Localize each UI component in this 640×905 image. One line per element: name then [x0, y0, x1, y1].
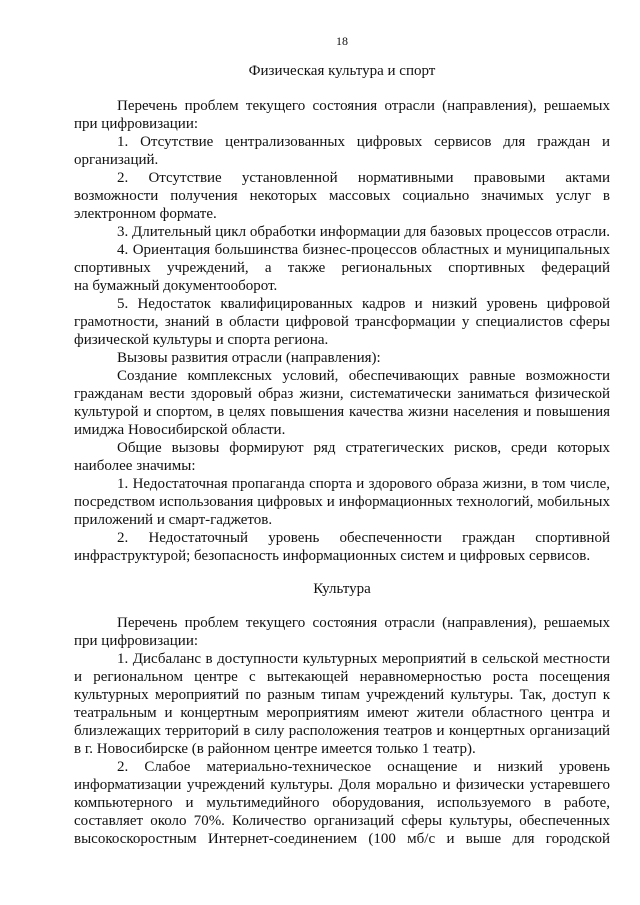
sport-line: организаций. [74, 152, 159, 168]
sport-line: 2. Отсутствие установленной нормативными правовыми актами [117, 170, 610, 186]
culture-line: при цифровизации: [74, 633, 199, 649]
culture-line: и региональном центре с вытекающей неравномерностью роста посещения [74, 669, 610, 685]
sport-line: грамотности, знаний в области цифровой трансформации у специалистов сферы [74, 314, 610, 330]
culture-line: составляет около 70%. Количество организаций сферы культуры, обеспеченных [74, 813, 610, 829]
sport-line: Вызовы развития отрасли (направления): [117, 350, 381, 366]
sport-line: 4. Ориентация большинства бизнес-процессов областных и муниципальных [117, 242, 610, 258]
culture-line: высокоскоростным Интернет-соединением (100 мб/с и выше для городской [74, 831, 610, 847]
sport-line: 2. Недостаточный уровень обеспеченности граждан спортивной [117, 530, 610, 546]
sport-line: спортивных учреждений, а также региональных спортивных федераций [74, 260, 610, 276]
culture-line: информатизации учреждений культуры. Доля морально и физически устаревшего [74, 777, 610, 793]
sport-line: возможности получения некоторых массовых социально значимых услуг в [74, 188, 610, 204]
sport-line: имиджа Новосибирской области. [74, 422, 286, 438]
sport-line: культурой и спортом, в целях повышения качества жизни населения и повышения [74, 404, 610, 420]
culture-line: культурных мероприятий по разным типам учреждений культуры. Так, доступ к [74, 687, 610, 703]
culture-line: Перечень проблем текущего состояния отрасли (направления), решаемых [117, 615, 610, 631]
sport-line: 3. Длительный цикл обработки информации для базовых процессов отрасли. [117, 224, 610, 240]
sport-line: инфраструктурой; безопасность информационных систем и цифровых сервисов. [74, 548, 591, 564]
sport-line: наиболее значимы: [74, 458, 196, 474]
sport-line: Общие вызовы формируют ряд стратегических рисков, среди которых [117, 440, 610, 456]
culture-line: 2. Слабое материально-техническое оснащение и низкий уровень [117, 759, 610, 775]
sport-line: электронном формате. [74, 206, 217, 222]
section-title-sport: Физическая культура и спорт [248, 63, 436, 79]
page-number: 18 [336, 34, 348, 48]
culture-line: театральным и концертным мероприятиям имеют жители областного центра и [74, 705, 610, 721]
sport-line: при цифровизации: [74, 116, 199, 132]
sport-line: приложений и смарт-гаджетов. [74, 512, 273, 528]
culture-line: компьютерного и мультимедийного оборудования, используемого в работе, [74, 795, 610, 811]
sport-line: Перечень проблем текущего состояния отрасли (направления), решаемых [117, 98, 610, 114]
sport-line: 1. Отсутствие централизованных цифровых сервисов для граждан и [117, 134, 610, 150]
sport-line: гражданам вести здоровый образ жизни, систематически заниматься физической [74, 386, 610, 402]
sport-line: 1. Недостаточная пропаганда спорта и здорового образа жизни, в том числе, [117, 476, 610, 492]
sport-line: физической культуры и спорта региона. [74, 332, 329, 348]
section-title-culture: Культура [313, 581, 371, 597]
sport-line: посредством использования цифровых и информационных технологий, мобильных [74, 494, 610, 510]
sport-line: на бумажный документооборот. [74, 278, 278, 294]
culture-line: в г. Новосибирске (в районном центре имеется только 1 театр). [74, 741, 476, 757]
sport-line: Создание комплексных условий, обеспечивающих равные возможности [117, 368, 610, 384]
culture-line: близлежащих территорий в силу расположения театров и концертных организаций [74, 723, 610, 739]
culture-line: 1. Дисбаланс в доступности культурных мероприятий в сельской местности [117, 651, 610, 667]
sport-line: 5. Недостаток квалифицированных кадров и низкий уровень цифровой [117, 296, 610, 312]
